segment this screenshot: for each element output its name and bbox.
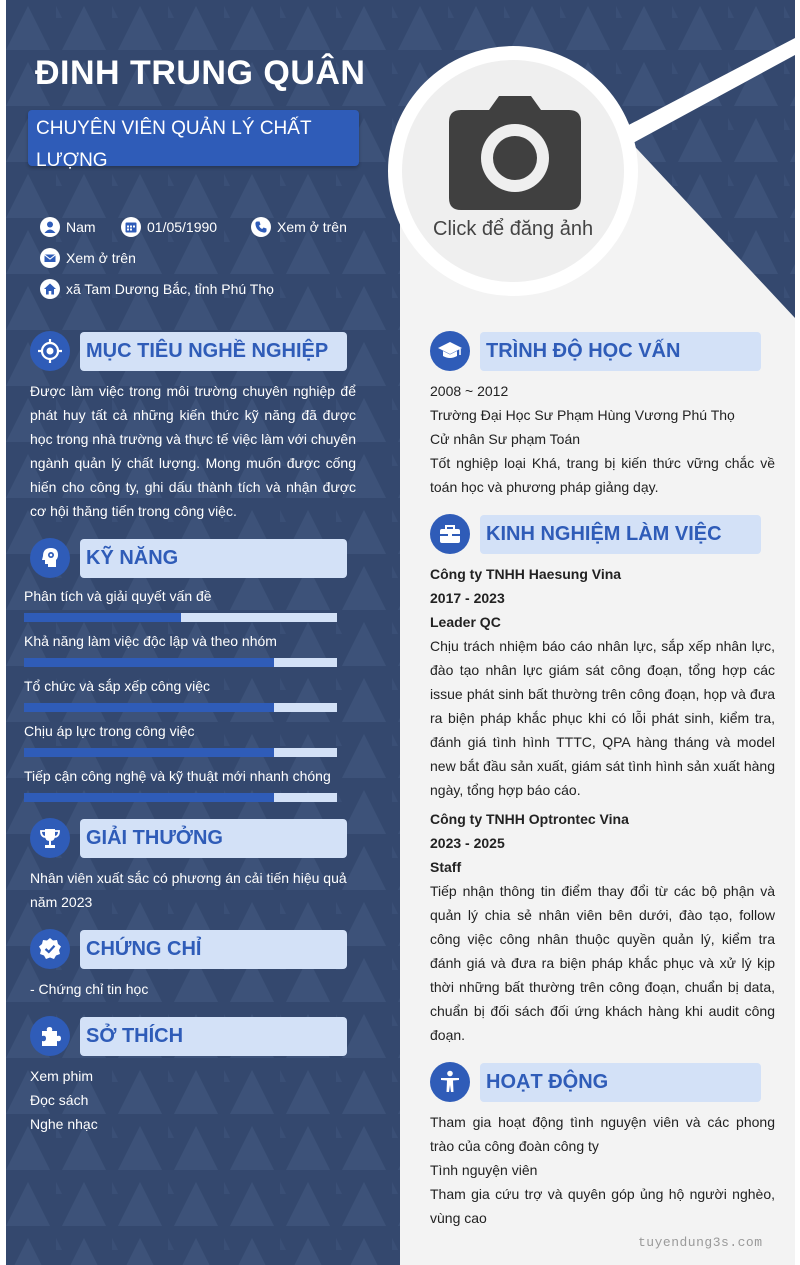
job-entry — [430, 807, 775, 1047]
education-description: Tốt nghiệp loại Khá, trang bị kiến thức vững chắc về toán học và phương pháp giảng dạy. — [430, 455, 775, 495]
education-heading: TRÌNH ĐỘ HỌC VẤN — [480, 332, 761, 371]
user-icon — [40, 217, 60, 237]
gender-info — [40, 217, 96, 237]
certificates-section-header — [30, 929, 347, 969]
activity-line: Tham gia hoạt động tình nguyện viên và các phong trào của công đoàn công ty — [430, 1114, 775, 1154]
home-icon — [40, 279, 60, 299]
job-position: Leader QC — [430, 614, 501, 630]
address-value: xã Tam Dương Bắc, tỉnh Phú Thọ — [66, 281, 274, 297]
education-degree: Cử nhân Sư phạm Toán — [430, 431, 581, 447]
skills-heading: KỸ NĂNG — [80, 539, 347, 578]
education-block — [430, 379, 775, 499]
objective-heading: MỤC TIÊU NGHỀ NGHIỆP — [80, 332, 347, 371]
skill-level-fill — [24, 793, 274, 802]
puzzle-icon — [30, 1016, 70, 1056]
skill-label: Khả năng làm việc độc lập và theo nhóm — [24, 633, 277, 649]
brain-gear-icon — [30, 538, 70, 578]
awards-text: Nhân viên xuất sắc có phương án cải tiến hiệu quả năm 2023 — [30, 870, 347, 910]
skill-level-bar — [24, 703, 337, 712]
watermark: tuyendung3s.com — [638, 1235, 763, 1250]
certificates-heading: CHỨNG CHỈ — [80, 930, 347, 969]
email-value: Xem ở trên — [66, 250, 136, 266]
job-period: 2017 - 2023 — [430, 590, 505, 606]
email-info — [40, 248, 136, 268]
candidate-name: ĐINH TRUNG QUÂN — [35, 54, 366, 92]
phone-info — [251, 217, 347, 237]
hobby-item: Xem phim — [30, 1068, 94, 1084]
hobbies-heading: SỞ THÍCH — [80, 1017, 347, 1056]
target-icon — [30, 331, 70, 371]
job-title: CHUYÊN VIÊN QUẢN LÝ CHẤT LƯỢNG — [28, 110, 359, 166]
photo-placeholder[interactable] — [402, 60, 624, 282]
skill-level-bar — [24, 658, 337, 667]
skill-level-fill — [24, 748, 274, 757]
skill-label: Chịu áp lực trong công việc — [24, 723, 195, 739]
job-period: 2023 - 2025 — [430, 835, 505, 851]
skill-level-bar — [24, 748, 337, 757]
skill-level-bar — [24, 613, 337, 622]
job-description: Chịu trách nhiệm báo cáo nhân lực, sắp xếp nhân lực, đào tạo nhân lực giám sát công đoạn, tổng hợp các issue phát sinh bất thường trên công đoạn, họp và đưa ra biện pháp khắc phục khi có lỗi phát sinh, kiểm tra, đánh giá tình hình TTTC, QPA hàng tháng và model new bắt đầu sản xuất, giám sát tình hình sản xuất hàng ngày, tổng hợp báo cáo. — [430, 638, 775, 798]
gender-value: Nam — [66, 219, 96, 235]
trophy-icon — [30, 818, 70, 858]
camera-icon — [449, 96, 581, 210]
phone-icon — [251, 217, 271, 237]
photo-upload-label[interactable]: Click để đăng ảnh — [433, 218, 594, 240]
skill-level-fill — [24, 703, 274, 712]
skills-section-header — [30, 538, 347, 578]
address-info — [40, 279, 274, 299]
birthday-value: 01/05/1990 — [147, 219, 218, 235]
experience-heading: KINH NGHIỆM LÀM VIỆC — [480, 515, 761, 554]
job-position: Staff — [430, 859, 462, 875]
phone-value: Xem ở trên — [277, 219, 347, 235]
job-description: Tiếp nhận thông tin điểm thay đổi từ các bộ phận và quản lý chia sẻ nhân viên bên dưới, đào tạo, follow công việc công nhân thuộc quyền quản lý, kiểm tra đánh giá và đưa ra biện pháp khắc phục và xử lý kịp thời những bất thường trên công đoạn, chuẩn bị data, chuẩn bị đối sách đối ứng khách hàng khi audit công đoạn. — [430, 883, 775, 1043]
activity-line: Tình nguyện viên — [430, 1162, 538, 1178]
hobbies-list — [30, 1064, 356, 1136]
activities-heading: HOẠT ĐỘNG — [480, 1063, 761, 1102]
education-school: Trường Đại Học Sư Phạm Hùng Vương Phú Thọ — [430, 407, 735, 423]
skill-label: Tổ chức và sắp xếp công việc — [24, 678, 211, 694]
email-icon — [40, 248, 60, 268]
birthday-info — [121, 217, 217, 237]
activities-block — [430, 1110, 775, 1230]
activity-line: Tham gia cứu trợ và quyên góp ủng hộ người nghèo, vùng cao — [430, 1186, 775, 1226]
hobby-item: Nghe nhạc — [30, 1116, 98, 1132]
objective-text: Được làm việc trong môi trường chuyên nghiệp để phát huy tất cả những kiến thức kỹ năng đã được học trong nhà trường và thực tế việc làm với chuyên ngành quản lý chất lượng. Mong muốn được cống hiến cho công ty, ghi dấu thành tích và nhận được cơ hội thăng tiến trong công việc. — [30, 383, 356, 519]
skill-level-fill — [24, 658, 274, 667]
graduation-cap-icon — [430, 331, 470, 371]
education-period: 2008 ~ 2012 — [430, 383, 509, 399]
awards-heading: GIẢI THƯỞNG — [80, 819, 347, 858]
hobby-item: Đọc sách — [30, 1092, 89, 1108]
hobbies-section-header — [30, 1016, 347, 1056]
skill-level-bar — [24, 793, 337, 802]
awards-section-header — [30, 818, 347, 858]
skill-label: Tiếp cận công nghệ và kỹ thuật mới nhanh chóng — [24, 768, 331, 784]
job-company: Công ty TNHH Optrontec Vina — [430, 811, 629, 827]
activities-section-header — [430, 1062, 761, 1102]
job-company: Công ty TNHH Haesung Vina — [430, 566, 622, 582]
job-entry — [430, 562, 775, 802]
briefcase-icon — [430, 514, 470, 554]
education-section-header — [430, 331, 761, 371]
person-icon — [430, 1062, 470, 1102]
calendar-icon — [121, 217, 141, 237]
experience-block — [430, 562, 775, 1047]
badge-check-icon — [30, 929, 70, 969]
skill-label: Phân tích và giải quyết vấn đề — [24, 588, 212, 604]
certificates-text: - Chứng chỉ tin học — [30, 981, 149, 997]
objective-section-header — [30, 331, 347, 371]
skill-level-fill — [24, 613, 181, 622]
experience-section-header — [430, 514, 761, 554]
